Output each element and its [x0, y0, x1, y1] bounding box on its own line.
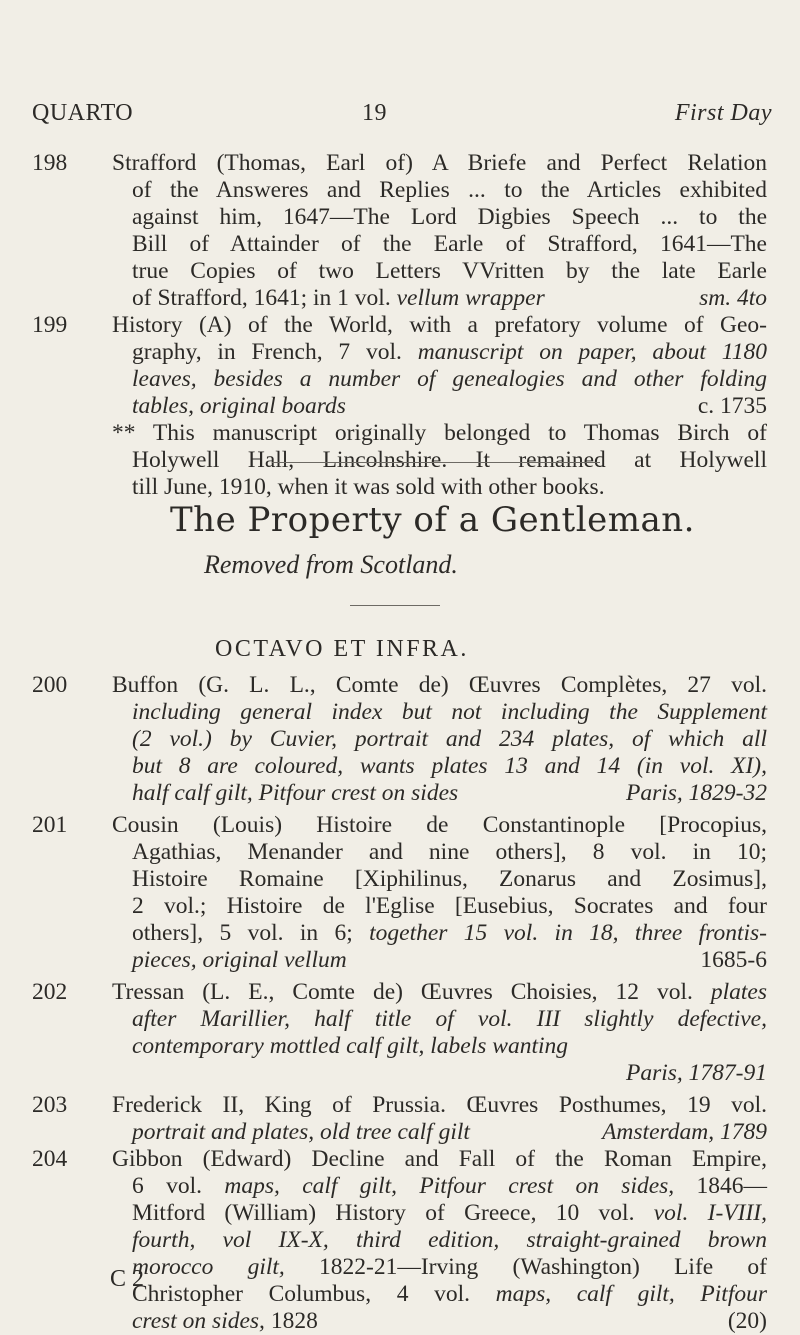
provenance-note: Removed from Scotland.: [204, 550, 458, 579]
lot-description: [112, 1092, 767, 1146]
lot-line: Gibbon (Edward) Decline and Fall of the Roman Empire,: [112, 1146, 767, 1172]
lot-note: ** This manuscript originally belonged to Thomas Birch of: [112, 420, 767, 446]
lot-line: Histoire Romaine [Xiphilinus, Zonarus and Zosimus],: [132, 866, 767, 892]
lot-line: pieces, original vellum 1685-6: [132, 947, 767, 973]
lot-line: Strafford (Thomas, Earl of) A Briefe and Perfect Relation: [112, 150, 767, 176]
lot-number: 203: [32, 1092, 68, 1118]
page-number: 19: [362, 100, 387, 126]
lot-line: against him, 1647—The Lord Digbies Speech ... to the: [132, 204, 767, 230]
lot-line: Cousin (Louis) Histoire de Constantinople [Procopius,: [112, 812, 767, 838]
lot-line: leaves, besides a number of genealogies and other folding: [132, 366, 767, 392]
divider-rule-short: [350, 605, 440, 606]
lot-line: but 8 are coloured, wants plates 13 and 14 (in vol. XI),: [132, 753, 767, 779]
lot-line: tables, original boards c. 1735: [132, 393, 767, 419]
lot-number: 202: [32, 979, 68, 1005]
lot-line: contemporary mottled calf gilt, labels wanting: [132, 1033, 569, 1059]
lot-line: Agathias, Menander and nine others], 8 vol. in 10;: [132, 839, 767, 865]
lot-line: Christopher Columbus, 4 vol. maps, calf gilt, Pitfour: [132, 1281, 768, 1307]
lot-line: (2 vol.) by Cuvier, portrait and 234 plates, of which all: [132, 726, 767, 752]
lot-line: Mitford (William) History of Greece, 10 vol. vol. I-VIII,: [132, 1200, 767, 1226]
lot-line: 6 vol. maps, calf gilt, Pitfour crest on sides, 1846—: [132, 1173, 768, 1199]
lot-line: of Strafford, 1641; in 1 vol. vellum wrapper sm. 4to: [132, 285, 767, 311]
signature-mark: C 2: [110, 1266, 145, 1292]
lot-description: [112, 150, 767, 312]
section-heading: OCTAVO ET INFRA.: [215, 636, 469, 662]
lot-line: true Copies of two Letters VVritten by the late Earle: [132, 258, 767, 284]
lot-line: Frederick II, King of Prussia. Œuvres Posthumes, 19 vol.: [112, 1092, 767, 1118]
property-heading: The Property of a Gentleman.: [170, 500, 695, 540]
lot-line: Buffon (G. L. L., Comte de) Œuvres Complètes, 27 vol.: [112, 672, 767, 698]
page-header: [32, 100, 772, 134]
lot-line: half calf gilt, Pitfour crest on sides Paris, 1829-32: [132, 780, 767, 806]
lot-line: others], 5 vol. in 6; together 15 vol. in 18, three frontis-: [132, 920, 768, 946]
lot-description: [112, 312, 767, 501]
lot-number: 199: [32, 312, 68, 338]
lot-line: of the Answeres and Replies ... to the Articles exhibited: [132, 177, 767, 203]
lot-description: [112, 812, 767, 974]
lot-line: graphy, in French, 7 vol. manuscript on paper, about 1180: [132, 339, 768, 365]
lot-number: 198: [32, 150, 68, 176]
lot-note: Holywell Hall, Lincolnshire. It remained at Holywell: [132, 447, 767, 473]
lot-note: till June, 1910, when it was sold with other books.: [132, 474, 605, 500]
lot-number: 200: [32, 672, 68, 698]
lot-description: [112, 979, 767, 1087]
lot-line: crest on sides, 1828 (20): [132, 1308, 767, 1334]
lot-line: fourth, vol IX-X, third edition, straight-grained brown: [132, 1227, 767, 1253]
lot-line: History (A) of the World, with a prefatory volume of Geo-: [112, 312, 767, 338]
lot-line: Bill of Attainder of the Earle of Strafford, 1641—The: [132, 231, 767, 257]
lot-line: after Marillier, half title of vol. III slightly defective,: [132, 1006, 767, 1032]
lot-number: 204: [32, 1146, 68, 1172]
header-sale-day: First Day: [674, 100, 772, 126]
lot-line: morocco gilt, 1822-21—Irving (Washington) Life of: [132, 1254, 768, 1280]
lot-number: 201: [32, 812, 68, 838]
lot-description: [112, 672, 767, 807]
header-format: QUARTO: [32, 100, 134, 126]
lot-line: portrait and plates, old tree calf gilt Amsterdam, 1789: [132, 1119, 767, 1145]
lot-line: 2 vol.; Histoire de l'Eglise [Eusebius, Socrates and four: [132, 893, 767, 919]
lot-line: Tressan (L. E., Comte de) Œuvres Choisies, 12 vol. plates: [112, 979, 768, 1005]
lot-description: [112, 1146, 767, 1335]
lot-line: Paris, 1787-91: [626, 1060, 767, 1086]
divider-rule: [272, 462, 600, 463]
lot-line: including general index but not including the Supplement: [132, 699, 767, 725]
